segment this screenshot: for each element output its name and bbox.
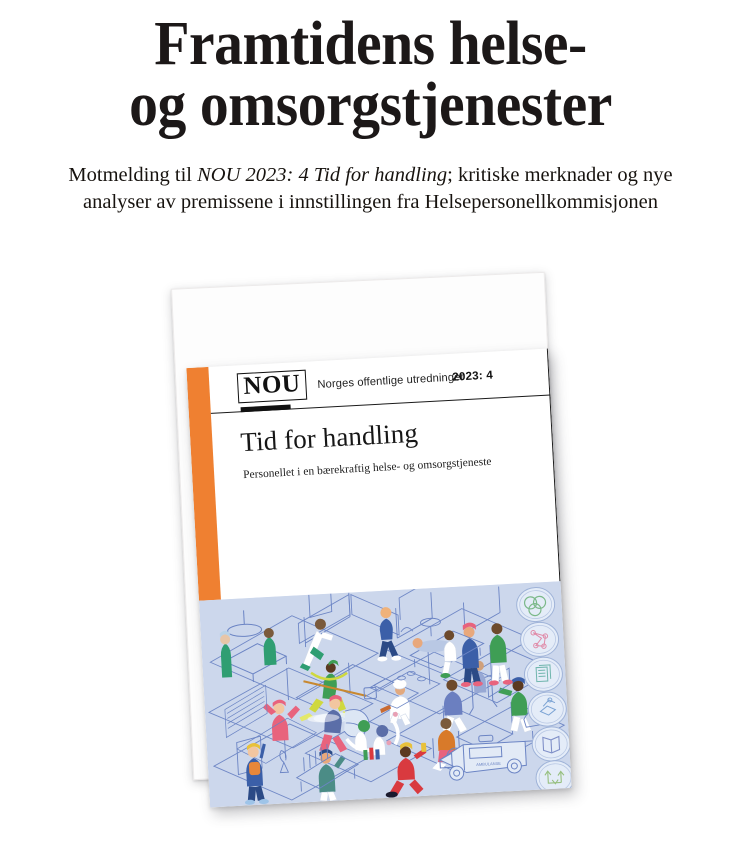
masthead-label: Norges offentlige utredninger — [317, 371, 465, 392]
page-title-line-1: Framtidens helse- — [154, 10, 587, 78]
cover-subtitle: Personellet i en bærekraftig helse- og omsorgstjeneste — [242, 455, 492, 482]
book-cover-image — [0, 250, 741, 849]
subtitle-prefix: Motmelding til — [68, 163, 198, 186]
nou-logo: NOU — [237, 370, 308, 403]
cover-right-rule — [547, 349, 561, 582]
page-subtitle-line-2: analyser av premissene i innstillingen fra Helsepersonellkommisjonen — [83, 190, 658, 213]
ambulance-label: AMBULANSE — [476, 760, 502, 768]
page-title-line-2: og omsorgstjenester — [129, 70, 612, 139]
page-subtitle-line-1 — [0, 162, 741, 189]
cover-title: Tid for handling — [239, 417, 419, 458]
page-header — [0, 0, 741, 216]
isometric-healthcare-illustration — [199, 581, 572, 807]
nou-logo-underline — [241, 405, 291, 412]
page-title — [26, 0, 715, 139]
subtitle-reference-italic: NOU 2023: 4 Tid for handling — [197, 163, 448, 186]
cover-illustration — [199, 581, 572, 807]
subtitle-suffix: ; kritiske merknader og nye — [447, 163, 673, 186]
nou-report-cover — [186, 349, 571, 808]
page-subtitle — [0, 136, 741, 216]
masthead-issue-number: 2023: 4 — [451, 368, 494, 384]
